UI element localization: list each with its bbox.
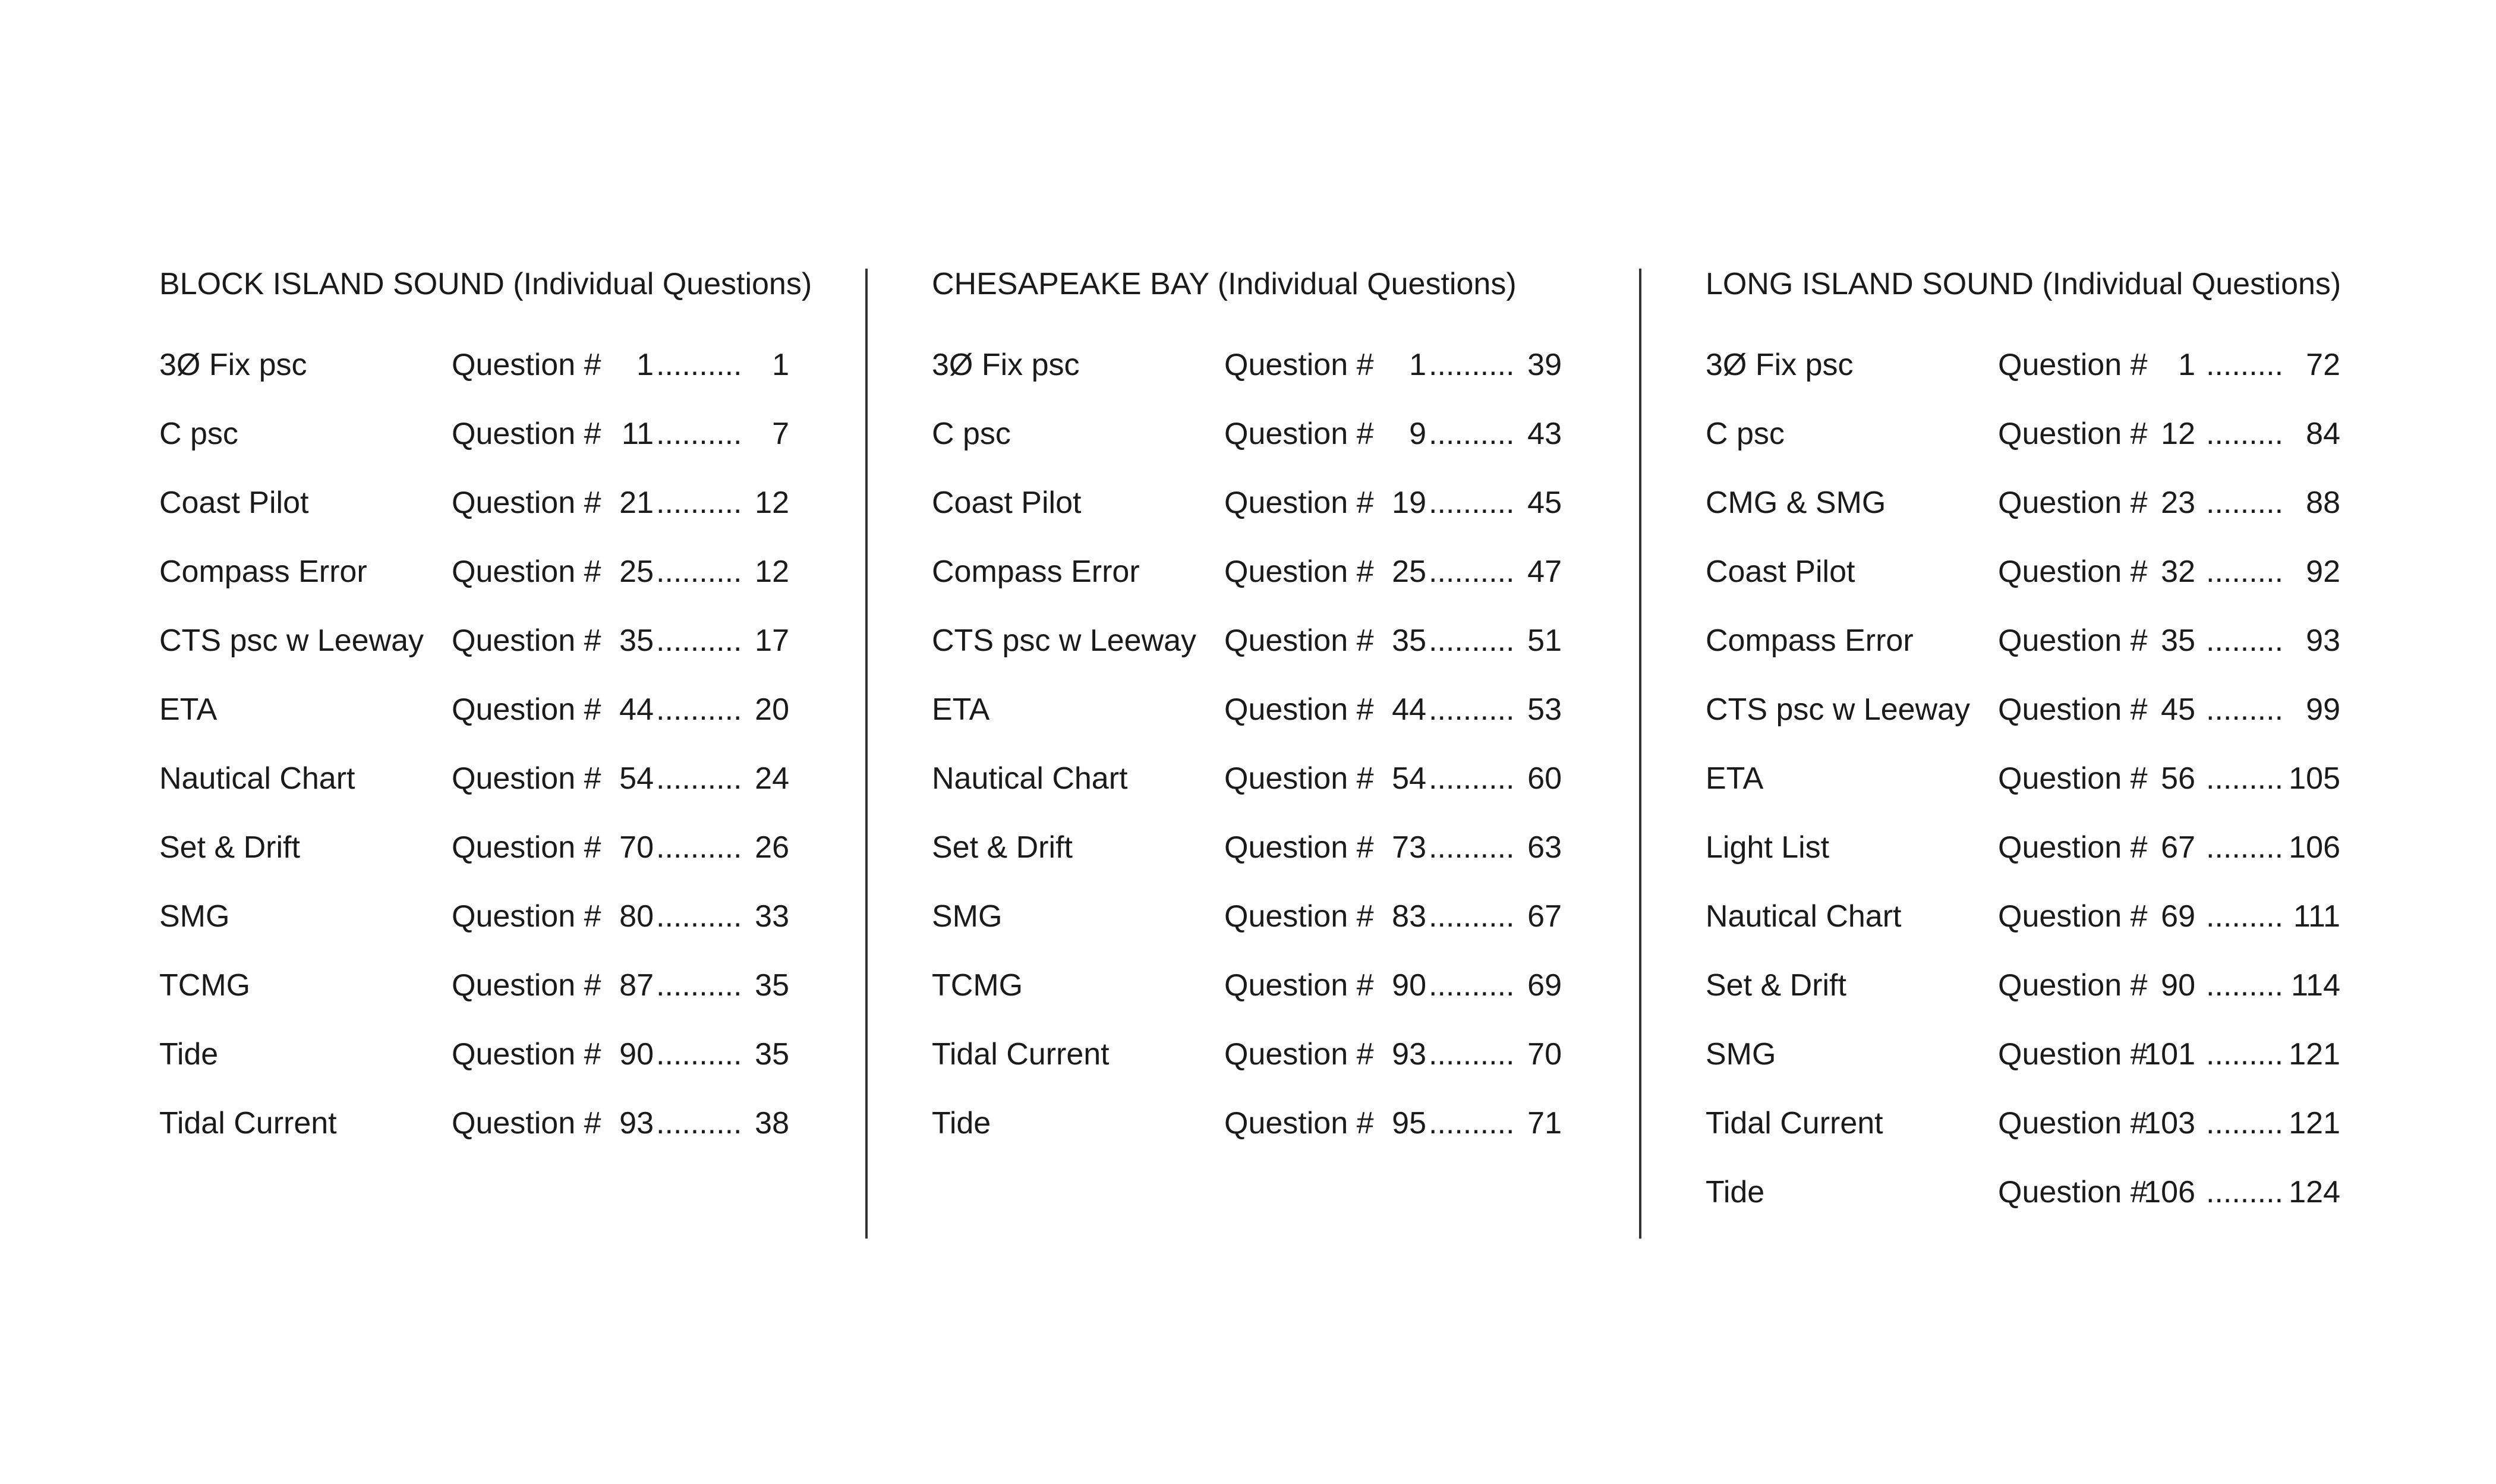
- dot-leader: .........: [2206, 1106, 2284, 1140]
- entry-topic: CMG & SMG: [1706, 486, 1886, 520]
- index-entry: [159, 399, 801, 468]
- dot-leader: ..........: [1429, 761, 1515, 796]
- question-number: 21: [619, 486, 654, 520]
- index-entry: [1706, 813, 2365, 882]
- question-label: Question #: [1224, 417, 1374, 451]
- index-entry: [932, 813, 1574, 882]
- entry-topic: Tidal Current: [159, 1106, 337, 1140]
- question-label: Question #: [1998, 1037, 2148, 1072]
- index-entry: [1706, 537, 2365, 606]
- question-number: 25: [1392, 554, 1426, 589]
- index-entry: [159, 468, 801, 537]
- chesapeake-bay-section: [932, 261, 1574, 1236]
- question-label: Question #: [1224, 692, 1374, 727]
- dot-leader: ..........: [1429, 692, 1515, 727]
- dot-leader: ..........: [656, 899, 742, 934]
- question-label: Question #: [1998, 623, 2148, 658]
- entry-topic: CTS psc w Leeway: [159, 623, 424, 658]
- question-label: Question #: [452, 899, 601, 934]
- question-label: Question #: [452, 692, 601, 727]
- entry-list: [1706, 330, 2365, 1227]
- entry-topic: Tidal Current: [932, 1037, 1110, 1072]
- dot-leader: ..........: [656, 968, 742, 1003]
- question-label: Question #: [452, 348, 601, 382]
- question-label: Question #: [1998, 417, 2148, 451]
- entry-topic: 3Ø Fix psc: [159, 348, 307, 382]
- question-label: Question #: [452, 1106, 601, 1140]
- dot-leader: ..........: [656, 623, 742, 658]
- dot-leader: .........: [2206, 830, 2284, 865]
- entry-topic: SMG: [1706, 1037, 1776, 1072]
- page-number: 12: [755, 554, 789, 589]
- index-entry: [932, 1089, 1574, 1158]
- question-label: Question #: [452, 486, 601, 520]
- question-label: Question #: [1224, 899, 1374, 934]
- section-title: CHESAPEAKE BAY (Individual Questions): [932, 267, 1517, 301]
- question-label: Question #: [1998, 1106, 2148, 1140]
- page-number: 99: [2306, 692, 2340, 727]
- page-number: 72: [2306, 348, 2340, 382]
- page-number: 20: [755, 692, 789, 727]
- entry-topic: Set & Drift: [932, 830, 1073, 865]
- index-entry: [1706, 882, 2365, 951]
- page-number: 93: [2306, 623, 2340, 658]
- index-entry: [1706, 1089, 2365, 1158]
- question-number: 83: [1392, 899, 1426, 934]
- index-entry: [159, 882, 801, 951]
- page-number: 33: [755, 899, 789, 934]
- question-label: Question #: [1224, 486, 1374, 520]
- page-number: 121: [2289, 1037, 2340, 1072]
- entry-topic: SMG: [159, 899, 230, 934]
- question-number: 12: [2161, 417, 2195, 451]
- entry-topic: Coast Pilot: [1706, 554, 1855, 589]
- page-number: 12: [755, 486, 789, 520]
- question-number: 103: [2144, 1106, 2195, 1140]
- page-number: 26: [755, 830, 789, 865]
- index-entry: [1706, 468, 2365, 537]
- entry-topic: C psc: [1706, 417, 1785, 451]
- page-number: 38: [755, 1106, 789, 1140]
- entry-topic: Compass Error: [1706, 623, 1914, 658]
- question-number: 90: [1392, 968, 1426, 1003]
- dot-leader: .........: [2206, 899, 2284, 934]
- question-label: Question #: [1224, 623, 1374, 658]
- entry-topic: 3Ø Fix psc: [932, 348, 1080, 382]
- question-number: 95: [1392, 1106, 1426, 1140]
- page-number: 105: [2289, 761, 2340, 796]
- question-number: 93: [1392, 1037, 1426, 1072]
- entry-topic: Light List: [1706, 830, 1830, 865]
- question-number: 54: [619, 761, 654, 796]
- dot-leader: .........: [2206, 761, 2284, 796]
- entry-topic: Tide: [932, 1106, 991, 1140]
- page-number: 70: [1527, 1037, 1562, 1072]
- page-number: 92: [2306, 554, 2340, 589]
- question-number: 45: [2161, 692, 2195, 727]
- index-entry: [1706, 399, 2365, 468]
- dot-leader: .........: [2206, 1037, 2284, 1072]
- index-entry: [159, 330, 801, 399]
- entry-topic: SMG: [932, 899, 1003, 934]
- dot-leader: .........: [2206, 623, 2284, 658]
- question-number: 80: [619, 899, 654, 934]
- index-entry: [932, 744, 1574, 813]
- question-number: 67: [2161, 830, 2195, 865]
- dot-leader: ..........: [1429, 554, 1515, 589]
- question-number: 19: [1392, 486, 1426, 520]
- question-number: 1: [636, 348, 654, 382]
- block-island-sound-section: [159, 261, 812, 1236]
- index-entry: [1706, 1020, 2365, 1089]
- entry-topic: CTS psc w Leeway: [1706, 692, 1971, 727]
- dot-leader: .........: [2206, 348, 2284, 382]
- index-entry: [1706, 951, 2365, 1020]
- question-number: 23: [2161, 486, 2195, 520]
- question-number: 106: [2144, 1175, 2195, 1209]
- question-label: Question #: [452, 830, 601, 865]
- page-number: 7: [772, 417, 789, 451]
- index-entry: [159, 744, 801, 813]
- question-label: Question #: [452, 1037, 601, 1072]
- column-divider: [1639, 269, 1641, 1239]
- question-number: 44: [619, 692, 654, 727]
- dot-leader: ..........: [1429, 623, 1515, 658]
- entry-topic: Compass Error: [159, 554, 367, 589]
- entry-topic: Coast Pilot: [159, 486, 309, 520]
- dot-leader: .........: [2206, 554, 2284, 589]
- entry-topic: TCMG: [159, 968, 251, 1003]
- dot-leader: .........: [2206, 417, 2284, 451]
- question-number: 32: [2161, 554, 2195, 589]
- question-number: 1: [1409, 348, 1426, 382]
- question-label: Question #: [452, 761, 601, 796]
- entry-topic: Coast Pilot: [932, 486, 1082, 520]
- question-label: Question #: [1998, 968, 2148, 1003]
- index-entry: [932, 468, 1574, 537]
- index-entry: [932, 882, 1574, 951]
- index-entry: [159, 606, 801, 675]
- page-number: 106: [2289, 830, 2340, 865]
- entry-topic: Nautical Chart: [1706, 899, 1902, 934]
- index-entry: [932, 675, 1574, 744]
- page-number: 47: [1527, 554, 1562, 589]
- page-number: 24: [755, 761, 789, 796]
- entry-topic: C psc: [159, 417, 238, 451]
- question-number: 44: [1392, 692, 1426, 727]
- dot-leader: .........: [2206, 692, 2284, 727]
- dot-leader: ..........: [1429, 968, 1515, 1003]
- page-number: 60: [1527, 761, 1562, 796]
- entry-topic: Tide: [1706, 1175, 1765, 1209]
- question-label: Question #: [1224, 348, 1374, 382]
- entry-topic: CTS psc w Leeway: [932, 623, 1197, 658]
- page-number: 121: [2289, 1106, 2340, 1140]
- question-number: 35: [2161, 623, 2195, 658]
- question-number: 11: [622, 417, 654, 451]
- question-number: 69: [2161, 899, 2195, 934]
- question-label: Question #: [1998, 1175, 2148, 1209]
- question-number: 90: [619, 1037, 654, 1072]
- question-label: Question #: [1224, 1037, 1374, 1072]
- dot-leader: ..........: [656, 761, 742, 796]
- entry-topic: ETA: [932, 692, 990, 727]
- page-number: 35: [755, 968, 789, 1003]
- question-number: 9: [1409, 417, 1426, 451]
- question-label: Question #: [1998, 761, 2148, 796]
- index-entry: [1706, 606, 2365, 675]
- page-number: 71: [1527, 1106, 1562, 1140]
- index-entry: [932, 399, 1574, 468]
- question-label: Question #: [452, 968, 601, 1003]
- question-number: 1: [2178, 348, 2195, 382]
- entry-topic: Set & Drift: [1706, 968, 1846, 1003]
- page-number: 124: [2289, 1175, 2340, 1209]
- entry-list: [932, 330, 1574, 1158]
- entry-topic: Compass Error: [932, 554, 1140, 589]
- page-number: 43: [1527, 417, 1562, 451]
- question-number: 101: [2144, 1037, 2195, 1072]
- dot-leader: ..........: [1429, 486, 1515, 520]
- question-label: Question #: [1224, 830, 1374, 865]
- index-entry: [159, 1089, 801, 1158]
- dot-leader: ..........: [1429, 1106, 1515, 1140]
- question-number: 90: [2161, 968, 2195, 1003]
- page-number: 63: [1527, 830, 1562, 865]
- question-label: Question #: [452, 417, 601, 451]
- dot-leader: ..........: [656, 486, 742, 520]
- page-number: 69: [1527, 968, 1562, 1003]
- entry-topic: Tidal Current: [1706, 1106, 1883, 1140]
- question-label: Question #: [1998, 486, 2148, 520]
- question-label: Question #: [1224, 554, 1374, 589]
- question-number: 70: [619, 830, 654, 865]
- question-label: Question #: [452, 554, 601, 589]
- index-entry: [932, 330, 1574, 399]
- dot-leader: ..........: [656, 554, 742, 589]
- index-entry: [1706, 675, 2365, 744]
- question-number: 73: [1392, 830, 1426, 865]
- entry-topic: Set & Drift: [159, 830, 300, 865]
- index-entry: [1706, 744, 2365, 813]
- dot-leader: .........: [2206, 486, 2284, 520]
- section-title: LONG ISLAND SOUND (Individual Questions): [1706, 267, 2341, 301]
- entry-topic: ETA: [159, 692, 218, 727]
- question-label: Question #: [1998, 692, 2148, 727]
- dot-leader: ..........: [656, 830, 742, 865]
- question-label: Question #: [1224, 1106, 1374, 1140]
- index-entry: [1706, 1158, 2365, 1227]
- index-entry: [159, 537, 801, 606]
- question-label: Question #: [1998, 554, 2148, 589]
- question-label: Question #: [1224, 968, 1374, 1003]
- question-label: Question #: [1224, 761, 1374, 796]
- dot-leader: .........: [2206, 1175, 2284, 1209]
- page-number: 84: [2306, 417, 2340, 451]
- index-entry: [932, 1020, 1574, 1089]
- dot-leader: ..........: [1429, 348, 1515, 382]
- page-number: 1: [772, 348, 789, 382]
- dot-leader: ..........: [1429, 830, 1515, 865]
- dot-leader: ..........: [656, 692, 742, 727]
- column-divider: [865, 269, 868, 1239]
- dot-leader: ..........: [656, 348, 742, 382]
- page-number: 88: [2306, 486, 2340, 520]
- index-entry: [159, 813, 801, 882]
- entry-topic: Nautical Chart: [159, 761, 355, 796]
- entry-list: [159, 330, 801, 1158]
- question-number: 54: [1392, 761, 1426, 796]
- long-island-sound-section: [1706, 261, 2365, 1236]
- page-number: 51: [1527, 623, 1562, 658]
- page-number: 35: [755, 1037, 789, 1072]
- entry-topic: Tide: [159, 1037, 219, 1072]
- entry-topic: 3Ø Fix psc: [1706, 348, 1854, 382]
- section-title: BLOCK ISLAND SOUND (Individual Questions): [159, 267, 812, 301]
- index-entry: [159, 951, 801, 1020]
- dot-leader: ..........: [656, 1037, 742, 1072]
- question-label: Question #: [1998, 899, 2148, 934]
- index-entry: [932, 537, 1574, 606]
- question-label: Question #: [1998, 830, 2148, 865]
- page-number: 53: [1527, 692, 1562, 727]
- dot-leader: ..........: [1429, 417, 1515, 451]
- dot-leader: ..........: [656, 417, 742, 451]
- index-entry: [932, 606, 1574, 675]
- question-number: 25: [619, 554, 654, 589]
- page-number: 111: [2293, 899, 2340, 934]
- entry-topic: TCMG: [932, 968, 1023, 1003]
- question-number: 93: [619, 1106, 654, 1140]
- dot-leader: .........: [2206, 968, 2284, 1003]
- question-label: Question #: [1998, 348, 2148, 382]
- page-number: 67: [1527, 899, 1562, 934]
- page-number: 114: [2291, 968, 2340, 1003]
- page-number: 39: [1527, 348, 1562, 382]
- question-number: 35: [1392, 623, 1426, 658]
- entry-topic: Nautical Chart: [932, 761, 1128, 796]
- dot-leader: ..........: [656, 1106, 742, 1140]
- question-number: 87: [619, 968, 654, 1003]
- index-entry: [159, 1020, 801, 1089]
- question-number: 35: [619, 623, 654, 658]
- entry-topic: C psc: [932, 417, 1011, 451]
- question-label: Question #: [452, 623, 601, 658]
- page-number: 45: [1527, 486, 1562, 520]
- index-entry: [932, 951, 1574, 1020]
- dot-leader: ..........: [1429, 1037, 1515, 1072]
- page-number: 17: [755, 623, 789, 658]
- entry-topic: ETA: [1706, 761, 1764, 796]
- question-number: 56: [2161, 761, 2195, 796]
- index-entry: [1706, 330, 2365, 399]
- dot-leader: ..........: [1429, 899, 1515, 934]
- index-entry: [159, 675, 801, 744]
